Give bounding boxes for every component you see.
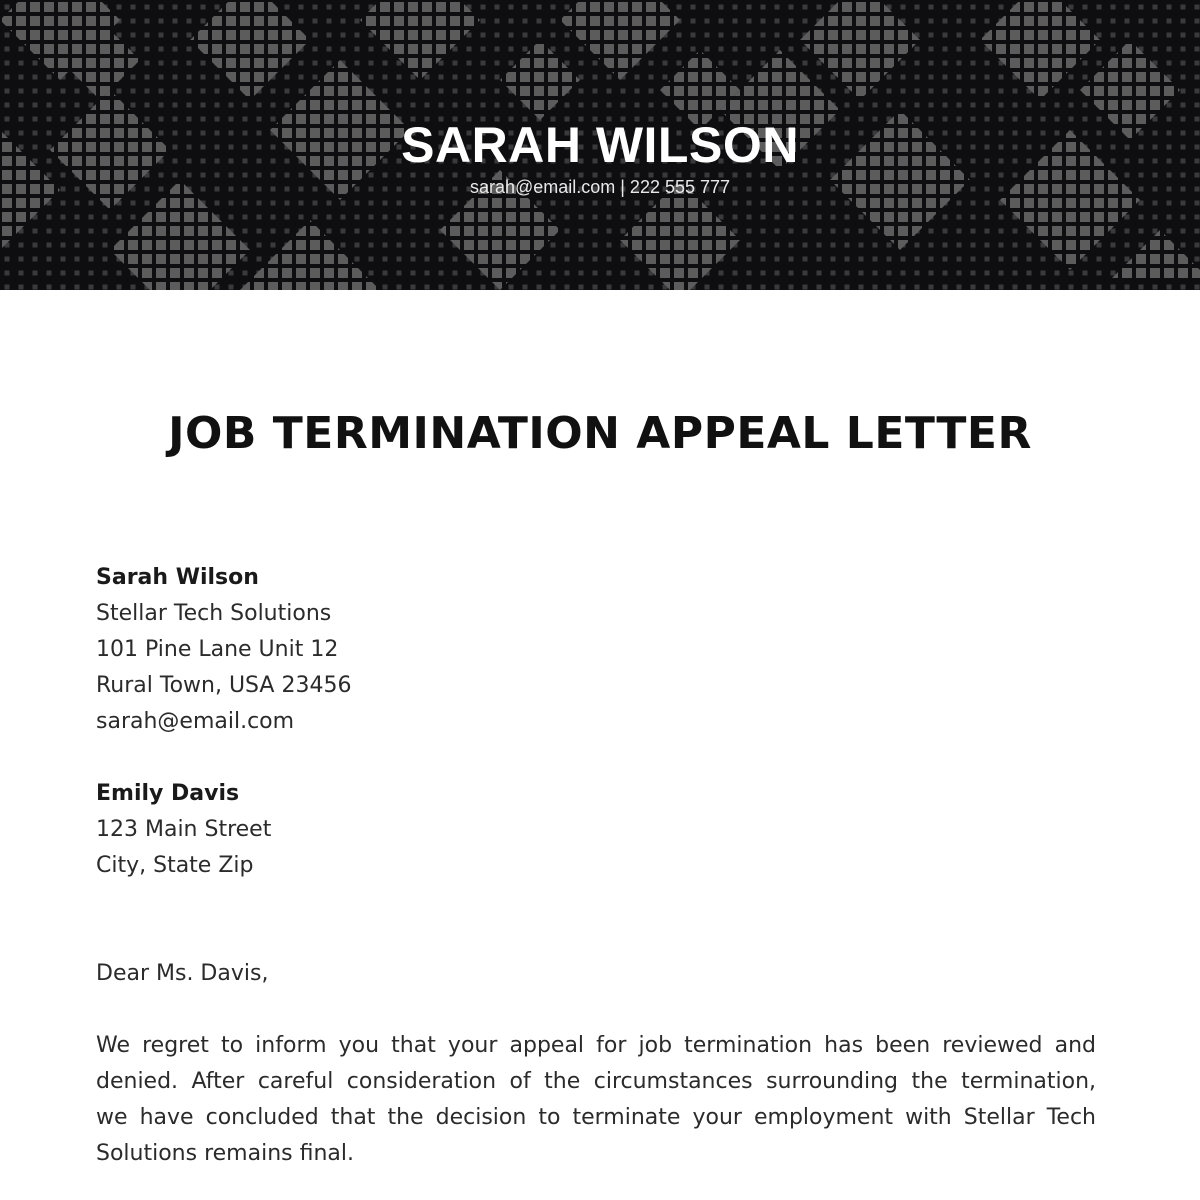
- recipient-name: Emily Davis: [96, 781, 240, 806]
- recipient-address-block: [96, 776, 271, 884]
- sender-name: Sarah Wilson: [96, 565, 259, 590]
- sender-email: sarah@email.com: [96, 709, 295, 734]
- body-line: denied. After careful consideration of the circumstances surrounding the termination,: [96, 1069, 1096, 1094]
- sender-street: 101 Pine Lane Unit 12: [96, 637, 339, 662]
- document-title: JOB TERMINATION APPEAL LETTER: [168, 408, 1032, 459]
- salutation: Dear Ms. Davis,: [96, 961, 269, 986]
- letterhead-name: SARAH WILSON: [401, 117, 799, 173]
- letterhead-text: [0, 0, 1200, 290]
- body-line: Solutions remains final.: [96, 1141, 354, 1166]
- body-line: We regret to inform you that your appeal for job termination has been reviewed and: [96, 1033, 1096, 1058]
- sender-address-block: [96, 560, 351, 740]
- letterhead-banner: [0, 0, 1200, 290]
- body-paragraph: [96, 1028, 1096, 1172]
- recipient-city-line: City, State Zip: [96, 853, 254, 878]
- letterhead-contact: sarah@email.com | 222 555 777: [469, 177, 731, 197]
- recipient-street: 123 Main Street: [96, 817, 272, 842]
- sender-city-line: Rural Town, USA 23456: [96, 673, 352, 698]
- sender-company: Stellar Tech Solutions: [96, 601, 332, 626]
- body-line: we have concluded that the decision to terminate your employment with Stellar Tech: [96, 1105, 1096, 1130]
